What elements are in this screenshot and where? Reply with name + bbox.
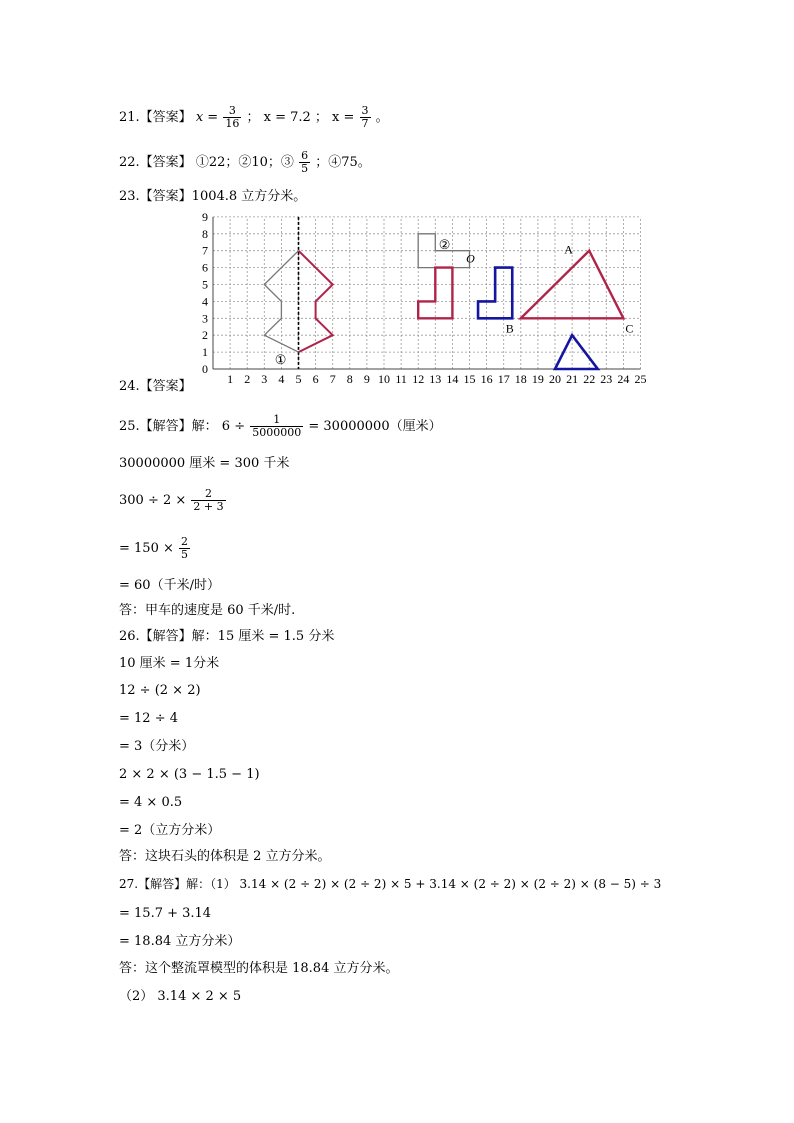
- q26-line-2: 10 厘米 = 1分米: [119, 656, 220, 671]
- q26-line-7: = 4 × 0.5: [119, 795, 183, 810]
- x-tick-label: 25: [634, 372, 647, 386]
- shape-3-translation: [478, 268, 512, 319]
- x-tick-label: 4: [278, 372, 285, 386]
- q25-fraction-3: [179, 536, 190, 561]
- x-tick-label: 20: [549, 372, 561, 386]
- y-tick-label: 4: [202, 294, 208, 309]
- y-tick-label: 7: [202, 243, 208, 258]
- q25-line-4: [119, 536, 191, 561]
- x-tick-label: 23: [600, 372, 613, 386]
- q21-sep: ； x = 7.2 ； x =: [246, 110, 355, 125]
- q25-f2-den: 2 + 3: [193, 500, 224, 513]
- q21-fraction-1: [223, 105, 241, 130]
- q25-l1-pre: 25.【解答】解： 6 ÷: [119, 419, 246, 434]
- x-tick-label: 10: [378, 372, 390, 386]
- q27-line-1: 27.【解答】解：（1） 3.14 × (2 ÷ 2) × (2 ÷ 2) × 5 + 3.14 × (2 ÷ 2) × (2 ÷ 2) × (8 − 5) ÷ 3: [119, 877, 662, 891]
- label-b: B: [505, 321, 514, 336]
- q21-x1-pre: x =: [195, 110, 219, 125]
- q25-fraction-2: [191, 488, 225, 513]
- q25-l4-pre: = 150 ×: [119, 541, 174, 556]
- x-tick-label: 11: [395, 372, 407, 386]
- q26-line-6: 2 × 2 × (3 − 1.5 − 1): [119, 767, 260, 782]
- x-tick-label: 3: [261, 372, 268, 386]
- q22-text-a: ①22；②10；③: [195, 155, 294, 170]
- y-tick-label: 6: [202, 260, 208, 275]
- q27-line-3: = 18.84 立方分米）: [119, 934, 241, 949]
- q22-fraction: [299, 150, 310, 175]
- x-tick-label: 6: [312, 372, 319, 386]
- y-tick-label: 9: [202, 212, 208, 224]
- q26-line-4: = 12 ÷ 4: [119, 711, 178, 726]
- q25-f3-num: 2: [181, 535, 189, 548]
- q25-fraction-1: [250, 414, 303, 439]
- q23-line: 23.【答案】1004.8 立方分米。: [119, 189, 307, 204]
- q21-f1-num: 3: [223, 105, 241, 118]
- label-a: A: [564, 242, 573, 257]
- coordinate-grid-figure: [195, 212, 655, 388]
- q25-line-5: = 60（千米/时）: [119, 578, 220, 593]
- label-o: O: [466, 251, 475, 266]
- q22-prefix: 22.【答案】: [119, 155, 192, 170]
- q25-f1-num: 1: [250, 414, 303, 427]
- x-tick-label: 14: [446, 372, 459, 386]
- y-tick-label: 3: [202, 311, 208, 326]
- q27-line-2: = 15.7 + 3.14: [119, 906, 212, 921]
- q22-f-den: 5: [301, 162, 309, 175]
- x-tick-label: 21: [566, 372, 579, 386]
- y-tick-label: 8: [202, 226, 208, 241]
- label-circle-2: ②: [438, 237, 451, 253]
- q21-f2-den: 7: [361, 117, 369, 130]
- y-tick-label: 2: [202, 328, 208, 343]
- q25-line-1: [119, 414, 442, 439]
- q25-f1-den: 5000000: [252, 426, 302, 439]
- q25-line-3: [119, 488, 227, 513]
- x-tick-label: 24: [617, 372, 630, 386]
- q21-prefix: 21.【答案】: [119, 110, 192, 125]
- x-tick-label: 18: [514, 372, 527, 386]
- q25-f2-num: 2: [191, 488, 225, 501]
- label-c: C: [625, 321, 634, 336]
- q27-line-5: （2） 3.14 × 2 × 5: [119, 989, 242, 1004]
- q21-end: 。: [375, 110, 389, 125]
- q25-line-2: 30000000 厘米 = 300 千米: [119, 456, 290, 471]
- x-tick-label: 12: [412, 372, 425, 386]
- q22-text-b: ；④75。: [315, 155, 371, 170]
- x-tick-label: 1: [227, 372, 234, 386]
- x-tick-label: 8: [346, 372, 353, 386]
- q22-line: [119, 150, 371, 175]
- q26-answer: 答：这块石头的体积是 2 立方分米。: [119, 849, 331, 864]
- x-tick-label: 7: [329, 372, 336, 386]
- y-tick-label: 0: [202, 362, 208, 376]
- q21-f2-num: 3: [361, 104, 369, 117]
- x-tick-label: 17: [497, 372, 510, 386]
- x-tick-label: 13: [429, 372, 442, 386]
- x-tick-label: 5: [295, 372, 302, 386]
- shape-2-rotation: [418, 268, 452, 319]
- q27-answer: 答：这个整流罩模型的体积是 18.84 立方分米。: [119, 961, 399, 976]
- q22-f-num: 6: [301, 149, 309, 162]
- q21-line: [119, 105, 389, 130]
- x-tick-label: 9: [363, 372, 370, 386]
- label-circle-1: ①: [274, 351, 287, 367]
- q21-fraction-2: [360, 105, 371, 130]
- x-tick-label: 16: [480, 372, 493, 386]
- q25-l3-pre: 300 ÷ 2 ×: [119, 493, 187, 508]
- y-tick-label: 5: [202, 277, 208, 292]
- q26-line-1: 26.【解答】解：15 厘米 = 1.5 分米: [119, 629, 335, 644]
- q25-answer: 答：甲车的速度是 60 千米/时.: [119, 603, 296, 618]
- q26-line-5: = 3（分米）: [119, 739, 195, 754]
- x-tick-label: 19: [531, 372, 544, 386]
- q25-l1-post: = 30000000（厘米）: [308, 419, 442, 434]
- q21-f1-den: 16: [225, 117, 240, 130]
- q26-line-3: 12 ÷ (2 × 2): [119, 683, 201, 698]
- x-tick-label: 15: [463, 372, 476, 386]
- q25-f3-den: 5: [181, 548, 189, 561]
- q24-line: 24.【答案】: [119, 379, 192, 394]
- x-tick-label: 22: [583, 372, 596, 386]
- x-tick-label: 2: [244, 372, 251, 386]
- q26-line-8: = 2（立方分米）: [119, 823, 221, 838]
- y-tick-label: 1: [202, 345, 208, 360]
